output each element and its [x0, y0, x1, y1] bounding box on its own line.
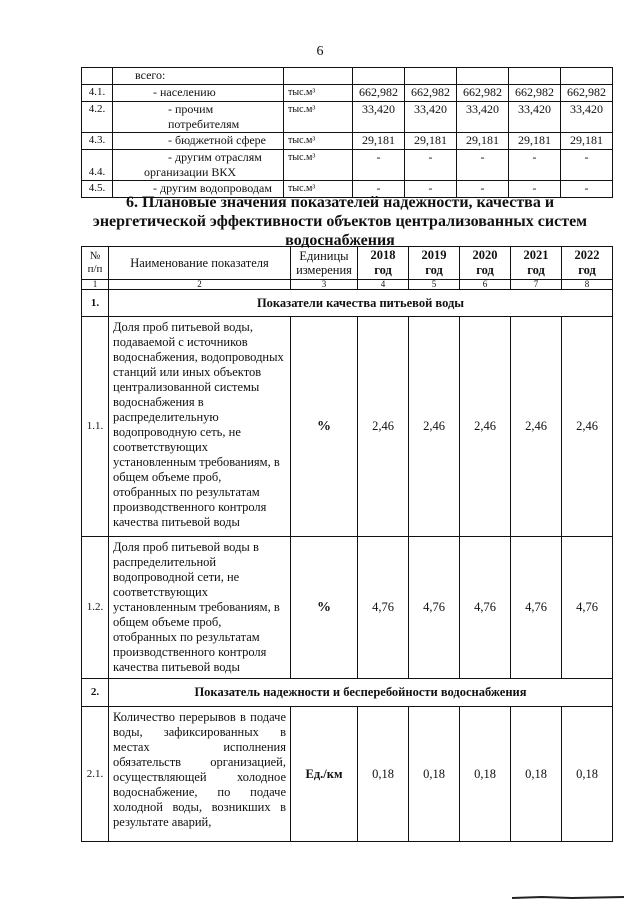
column-index: 1 [82, 280, 109, 290]
row-value: 33,420 [353, 102, 405, 133]
header-year: 2019 год [409, 247, 460, 280]
indicator-unit: % [291, 317, 358, 537]
row-value: - [509, 181, 561, 198]
heading-line: энергетической эффективности объектов централизованных систем [92, 213, 588, 230]
row-unit: тыс.м³ [284, 85, 353, 102]
table-header-row [82, 247, 613, 280]
row-number: 2.1. [82, 707, 109, 842]
row-value: - [405, 181, 457, 198]
row-unit: тыс.м³ [284, 102, 353, 133]
section-title: Показатели качества питьевой воды [109, 290, 613, 317]
section-number: 2. [82, 679, 109, 707]
row-value [509, 68, 561, 85]
section-row [82, 679, 613, 707]
row-number [82, 68, 113, 85]
table-row [82, 537, 613, 679]
row-value: - [561, 150, 613, 181]
table-row [82, 102, 613, 133]
section-row [82, 290, 613, 317]
row-value: 662,982 [353, 85, 405, 102]
row-name [113, 150, 284, 181]
row-name: всего: [113, 68, 284, 85]
row-number: 4.3. [82, 133, 113, 150]
row-value: 662,982 [561, 85, 613, 102]
indicators-table [81, 246, 613, 842]
header-year: 2021 год [511, 247, 562, 280]
page-number: 6 [316, 44, 324, 59]
row-unit: тыс.м³ [284, 181, 353, 198]
signature-mark [512, 896, 624, 899]
indicator-unit: Ед./км [291, 707, 358, 842]
column-index-row [82, 280, 613, 290]
row-value: - [561, 181, 613, 198]
row-name-line: - другим отраслям [168, 150, 262, 164]
indicator-value: 0,18 [511, 707, 562, 842]
header-num: № п/п [82, 247, 109, 280]
column-index: 2 [109, 280, 291, 290]
row-number: 4.2. [82, 102, 113, 133]
row-value: 33,420 [405, 102, 457, 133]
section-title: Показатель надежности и бесперебойности водоснабжения [109, 679, 613, 707]
row-value: 662,982 [457, 85, 509, 102]
row-value: 33,420 [561, 102, 613, 133]
indicator-value: 2,46 [460, 317, 511, 537]
column-index: 4 [358, 280, 409, 290]
heading-line: водоснабжения [285, 232, 395, 249]
row-name: - другим водопроводам [113, 181, 284, 198]
table-row [82, 707, 613, 842]
column-index: 5 [409, 280, 460, 290]
row-name: - бюджетной сфере [113, 133, 284, 150]
indicator-value: 4,76 [460, 537, 511, 679]
row-value: 33,420 [457, 102, 509, 133]
heading-line: 6. Плановые значения показателей надежности, качества и [125, 194, 555, 211]
row-unit: тыс.м³ [284, 150, 353, 181]
row-value: - [509, 150, 561, 181]
row-value: - [353, 181, 405, 198]
row-unit [284, 68, 353, 85]
column-index: 7 [511, 280, 562, 290]
indicator-value: 2,46 [358, 317, 409, 537]
row-value [561, 68, 613, 85]
table-row [82, 68, 613, 85]
indicator-value: 2,46 [511, 317, 562, 537]
row-value: - [353, 150, 405, 181]
header-unit: Единицы измерения [291, 247, 358, 280]
row-value: - [405, 150, 457, 181]
row-name: - населению [113, 85, 284, 102]
indicator-value: 4,76 [511, 537, 562, 679]
row-value: 33,420 [509, 102, 561, 133]
row-value [405, 68, 457, 85]
indicator-value: 0,18 [409, 707, 460, 842]
indicator-value: 4,76 [409, 537, 460, 679]
indicator-value: 2,46 [562, 317, 613, 537]
row-number: 4.4. [82, 150, 113, 181]
section-heading [60, 193, 620, 250]
header-year: 2022 год [562, 247, 613, 280]
header-year: 2018 год [358, 247, 409, 280]
row-number: 1.2. [82, 537, 109, 679]
row-unit: тыс.м³ [284, 133, 353, 150]
indicator-value: 4,76 [562, 537, 613, 679]
row-value [457, 68, 509, 85]
supply-volume-table [81, 67, 613, 198]
row-value: 29,181 [561, 133, 613, 150]
indicator-value: 2,46 [409, 317, 460, 537]
row-number: 4.5. [82, 181, 113, 198]
column-index: 6 [460, 280, 511, 290]
header-name: Наименование показателя [109, 247, 291, 280]
row-name: - прочим потребителям [113, 102, 284, 133]
table-row [82, 133, 613, 150]
indicator-value: 0,18 [460, 707, 511, 842]
row-value: - [457, 181, 509, 198]
row-number: 4.1. [82, 85, 113, 102]
row-value: 662,982 [509, 85, 561, 102]
row-value: 29,181 [353, 133, 405, 150]
section-number: 1. [82, 290, 109, 317]
row-value: - [457, 150, 509, 181]
row-name-line: организации ВКХ [144, 165, 237, 179]
indicator-name: Доля проб питьевой воды, подаваемой с источников водоснабжения, водопроводных станций или иных объектов централизованной системы водоснабжения в распределительную водопроводную сеть, не соответствующих установленным требованиям, в общем объеме проб, отобранных по результатам производственного контроля качества питьевой воды [109, 317, 291, 537]
row-value [353, 68, 405, 85]
column-index: 3 [291, 280, 358, 290]
indicator-value: 0,18 [562, 707, 613, 842]
table-row [82, 85, 613, 102]
header-year: 2020 год [460, 247, 511, 280]
row-value: 29,181 [405, 133, 457, 150]
table-row [82, 317, 613, 537]
column-index: 8 [562, 280, 613, 290]
table-row [82, 150, 613, 181]
row-value: 662,982 [405, 85, 457, 102]
row-number: 1.1. [82, 317, 109, 537]
row-value: 29,181 [457, 133, 509, 150]
indicator-unit: % [291, 537, 358, 679]
indicator-value: 4,76 [358, 537, 409, 679]
row-value: 29,181 [509, 133, 561, 150]
indicator-value: 0,18 [358, 707, 409, 842]
indicator-name: Доля проб питьевой воды в распределительной водопроводной сети, не соответствующих установленным требованиям, в общем объеме проб, отобранных по результатам производственного контроля качества питьевой воды [109, 537, 291, 679]
indicator-name: Количество перерывов в подаче воды, зафиксированных в местах исполнения обязательств организацией, осуществляющей холодное водоснабжение, по подаче холодной воды, возникших в результате аварий, [109, 707, 291, 842]
